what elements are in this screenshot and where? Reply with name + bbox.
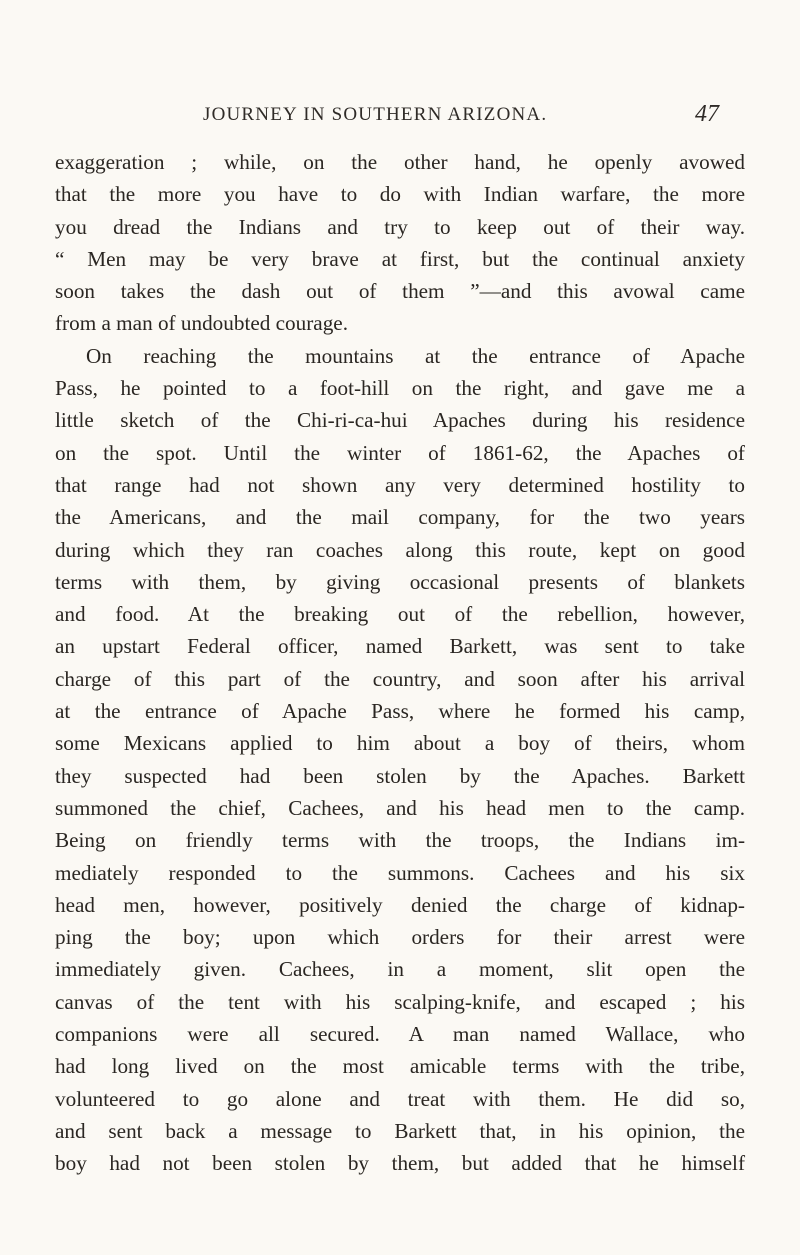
text-line: you dread the Indians and try to keep out of their way. — [55, 214, 745, 239]
text-line: on the spot. Until the winter of 1861-62, the Apaches of — [55, 440, 745, 465]
text-line: some Mexicans applied to him about a boy of theirs, whom — [55, 731, 745, 756]
text-line: from a man of undoubted courage. — [55, 311, 348, 336]
text-line: that the more you have to do with Indian warfare, the more — [55, 182, 745, 207]
text-line: an upstart Federal officer, named Barkett, was sent to take — [55, 634, 745, 659]
text-line: On reaching the mountains at the entrance of Apache — [86, 343, 745, 368]
text-line: had long lived on the most amicable terms with the tribe, — [55, 1054, 745, 1079]
running-head — [203, 101, 723, 132]
text-line: that range had not shown any very determined hostility to — [55, 472, 745, 497]
text-line: Being on friendly terms with the troops, the Indians im- — [55, 828, 745, 853]
running-title: JOURNEY IN SOUTHERN ARIZONA. — [203, 104, 548, 125]
text-line: Pass, he pointed to a foot-hill on the right, and gave me a — [55, 376, 745, 401]
text-line: ping the boy; upon which orders for their arrest were — [55, 925, 745, 950]
text-line: charge of this part of the country, and soon after his arrival — [55, 666, 745, 691]
text-line: little sketch of the Chi-ri-ca-hui Apaches during his residence — [55, 408, 745, 433]
page-number: 47 — [695, 101, 719, 127]
text-line: immediately given. Cachees, in a moment, slit open the — [55, 957, 745, 982]
text-line: volunteered to go alone and treat with them. He did so, — [55, 1086, 745, 1111]
text-line: companions were all secured. A man named Wallace, who — [55, 1022, 745, 1047]
text-line: summoned the chief, Cachees, and his head men to the camp. — [55, 795, 745, 820]
text-line: mediately responded to the summons. Cachees and his six — [55, 860, 745, 885]
text-line: soon takes the dash out of them ”—and this avowal came — [55, 279, 745, 304]
text-line: at the entrance of Apache Pass, where he formed his camp, — [55, 699, 745, 724]
text-line: and sent back a message to Barkett that, in his opinion, the — [55, 1118, 745, 1143]
body-text — [55, 146, 745, 1180]
text-line: “ Men may be very brave at first, but the continual anxiety — [55, 246, 745, 271]
text-line: canvas of the tent with his scalping-knife, and escaped ; his — [55, 989, 745, 1014]
text-line: exaggeration ; while, on the other hand, he openly avowed — [55, 150, 745, 174]
text-line: they suspected had been stolen by the Apaches. Barkett — [55, 763, 745, 788]
text-line: terms with them, by giving occasional presents of blankets — [55, 569, 745, 594]
text-line: during which they ran coaches along this route, kept on good — [55, 537, 745, 562]
text-line: head men, however, positively denied the charge of kidnap- — [55, 892, 745, 917]
text-line: the Americans, and the mail company, for the two years — [55, 505, 745, 530]
text-line: and food. At the breaking out of the rebellion, however, — [55, 602, 745, 627]
text-line: boy had not been stolen by them, but added that he himself — [55, 1151, 745, 1176]
